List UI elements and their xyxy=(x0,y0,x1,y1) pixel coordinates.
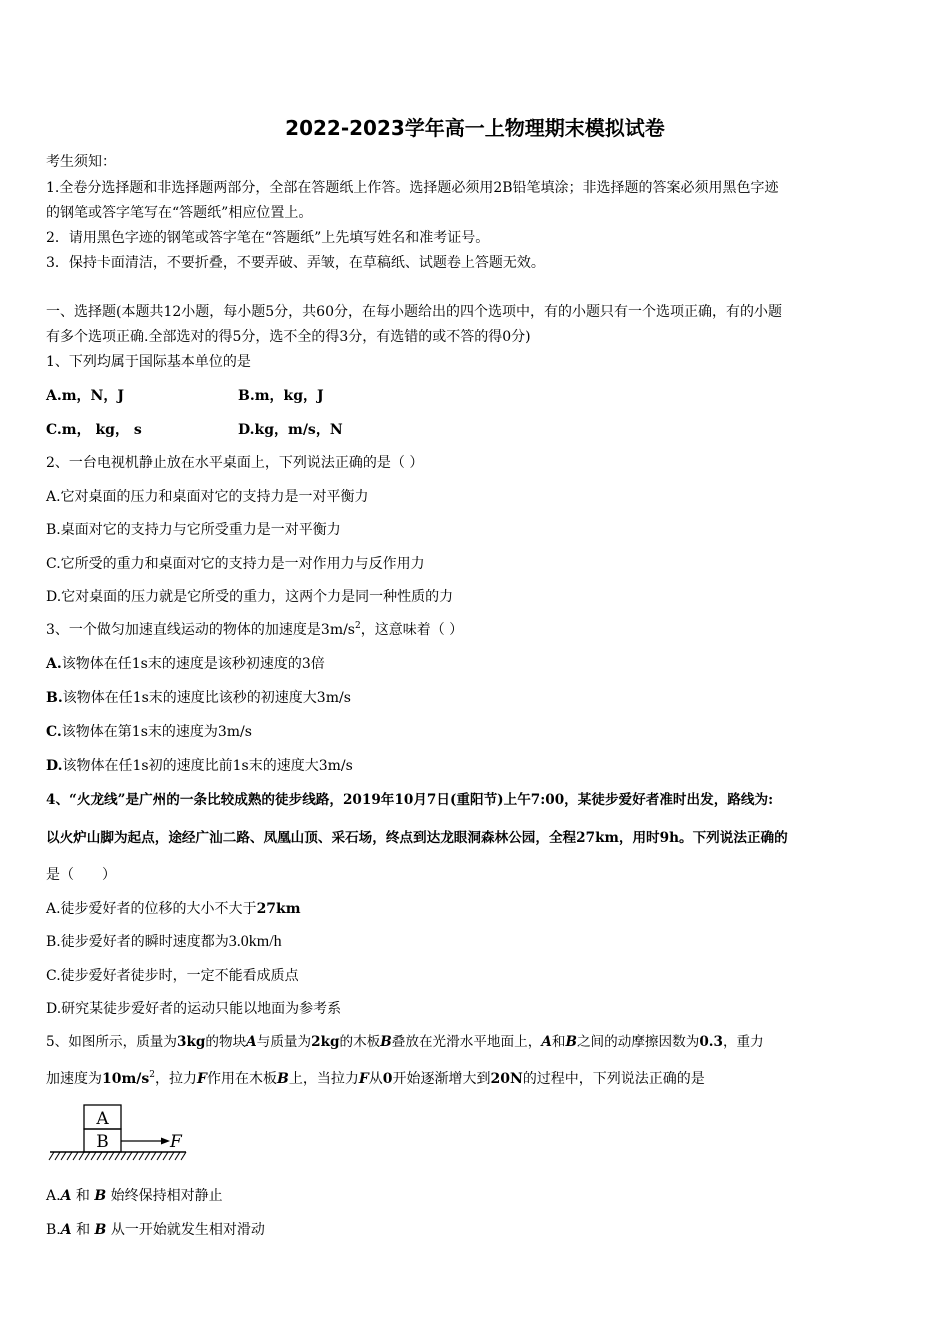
q3-option-b xyxy=(46,688,351,708)
q3-option-a-label: A. xyxy=(46,656,62,672)
q5-text: 从 xyxy=(368,1071,383,1087)
q5-var-a: A xyxy=(60,1222,72,1238)
section-header-line-2: 有多个选项正确.全部选对的得5分，选不全的得3分，有选错的或不答的得0分) xyxy=(46,329,531,345)
q3-stem-tail: ，这意味着（ ） xyxy=(360,622,464,638)
q5-var-a: A xyxy=(541,1034,552,1050)
q5-option-b-label: B. xyxy=(46,1222,61,1238)
q3-option-a-text: 该物体在任1s末的速度是该秒初速度的3倍 xyxy=(61,656,325,672)
section-header-line-1: 一、选择题(本题共12小题，每小题5分，共60分，在每小题给出的四个选项中，有的小题只有一个选项正确，有的小题 xyxy=(46,304,782,320)
block-a-label: A xyxy=(96,1109,109,1129)
q5-gravity-exponent: 2 xyxy=(149,1070,156,1080)
notice-item-3: 3．保持卡面清洁，不要折叠，不要弄破、弄皱，在草稿纸、试题卷上答题无效。 xyxy=(46,255,545,271)
q5-text: 之间的动摩擦因数为 xyxy=(576,1034,700,1050)
q3-stem-text: 3、一个做匀加速直线运动的物体的加速度是3m/s xyxy=(46,622,355,638)
q2-stem: 2、一台电视机静止放在水平桌面上，下列说法正确的是（ ） xyxy=(46,455,424,471)
q1-option-c: C.m， kg， s xyxy=(46,422,142,438)
q4-option-a xyxy=(46,899,301,919)
notice-item-2: 2．请用黑色字迹的钢笔或答字笔在“答题纸”上先填写姓名和准考证号。 xyxy=(46,230,490,246)
q3-option-d-text: 该物体在任1s初的速度比前1s末的速度大3m/s xyxy=(62,758,353,774)
q3-option-a xyxy=(46,654,325,674)
q5-var-f: F xyxy=(358,1071,369,1087)
q4-option-a-text: A.徒步爱好者的位移的大小不大于 xyxy=(46,901,257,917)
q5-mass-b: 2kg xyxy=(311,1034,340,1050)
q2-option-c: C.它所受的重力和桌面对它的支持力是一对作用力与反作用力 xyxy=(46,556,425,572)
q3-option-d-label: D. xyxy=(46,758,63,774)
q5-mass-a: 3kg xyxy=(177,1034,206,1050)
page-title: 2022-2023学年高一上物理期末模拟试卷 xyxy=(285,116,665,140)
q4-stem-line-2: 以火炉山脚为起点，途经广汕二路、凤凰山顶、采石场，终点到达龙眼洞森林公园，全程27km，用时9h。下列说法正确的 xyxy=(46,830,788,846)
q5-figure xyxy=(46,1100,191,1166)
q5-option-a-text: 始终保持相对静止 xyxy=(110,1188,223,1204)
q4-option-d: D.研究某徒步爱好者的运动只能以地面为参考系 xyxy=(46,1001,342,1017)
q5-text: 开始逐渐增大到 xyxy=(392,1071,491,1087)
ground-hatching xyxy=(49,1152,186,1160)
q3-option-b-text: 该物体在任1s末的速度比该秒的初速度大3m/s xyxy=(62,690,351,706)
notice-heading: 考生须知： xyxy=(46,154,116,170)
q5-text: 与质量为 xyxy=(256,1034,312,1050)
q5-text: 作用在木板 xyxy=(206,1071,277,1087)
q2-option-b: B.桌面对它的支持力与它所受重力是一对平衡力 xyxy=(46,522,341,538)
q2-option-d: D.它对桌面的压力就是它所受的重力，这两个力是同一种性质的力 xyxy=(46,589,454,605)
q3-option-c-label: C. xyxy=(46,724,62,740)
q1-stem: 1、下列均属于国际基本单位的是 xyxy=(46,354,251,370)
q5-text: 上，当拉力 xyxy=(288,1071,359,1087)
q3-option-c xyxy=(46,722,252,742)
q5-var-b: B xyxy=(565,1034,577,1050)
q3-option-c-text: 该物体在第1s末的速度为3m/s xyxy=(61,724,252,740)
q4-option-a-value: 27km xyxy=(256,901,301,917)
q3-option-b-label: B. xyxy=(46,690,63,706)
q5-var-f: F xyxy=(197,1071,207,1087)
q5-text: 加速度为 xyxy=(46,1071,102,1087)
q4-option-b-value: 3.0km/h xyxy=(228,933,282,950)
q5-text: 的物块 xyxy=(205,1034,247,1050)
q3-stem-exponent: 2 xyxy=(355,621,361,631)
q5-var-a: A xyxy=(60,1188,72,1204)
q5-option-b xyxy=(46,1220,265,1240)
q5-friction-coefficient: 0.3 xyxy=(699,1034,723,1050)
q4-option-c: C.徒步爱好者徒步时，一定不能看成质点 xyxy=(46,968,299,984)
q4-option-b-text: B.徒步爱好者的瞬时速度都为 xyxy=(46,934,229,950)
q5-gravity: 10m/s xyxy=(102,1071,150,1087)
q4-option-b xyxy=(46,932,282,952)
q5-option-b-text: 从一开始就发生相对滑动 xyxy=(110,1222,265,1238)
q5-text: 叠放在光滑水平地面上， xyxy=(391,1034,542,1050)
q3-stem xyxy=(46,620,463,640)
q5-option-a xyxy=(46,1186,223,1206)
notice-item-1-line-2: 的钢笔或答字笔写在“答题纸”相应位置上。 xyxy=(46,205,313,221)
q5-option-a-label: A. xyxy=(46,1188,61,1204)
q5-text: 和 xyxy=(75,1188,90,1204)
q4-stem-line-3: 是（ ） xyxy=(46,867,116,883)
q5-var-b: B xyxy=(380,1034,392,1050)
force-arrow-head xyxy=(161,1138,170,1145)
block-b-label: B xyxy=(96,1132,109,1152)
q5-text: ，拉力 xyxy=(155,1071,198,1087)
q5-stem-line-2 xyxy=(46,1069,705,1089)
q5-text: 和 xyxy=(551,1034,566,1050)
q5-text: 的过程中，下列说法正确的是 xyxy=(522,1071,705,1087)
q5-var-b: B xyxy=(94,1222,107,1238)
q1-option-b: B.m，kg，J xyxy=(238,388,324,404)
q2-option-a: A.它对桌面的压力和桌面对它的支持力是一对平衡力 xyxy=(46,489,369,505)
q3-option-d xyxy=(46,756,353,776)
q4-stem-line-1: 4、“火龙线”是广州的一条比较成熟的徒步线路，2019年10月7日(重阳节)上午7:00，某徒步爱好者准时出发，路线为: xyxy=(46,792,774,808)
notice-item-1-line-1: 1.全卷分选择题和非选择题两部分，全部在答题纸上作答。选择题必须用2B铅笔填涂；非选择题的答案必须用黑色字迹 xyxy=(46,180,779,196)
q5-var-b: B xyxy=(276,1071,289,1087)
q1-option-a: A.m，N，J xyxy=(46,388,124,404)
q5-text: 和 xyxy=(76,1222,91,1238)
q5-var-b: B xyxy=(94,1188,107,1204)
q1-option-d: D.kg，m/s，N xyxy=(238,422,343,438)
q5-text: 5、如图所示，质量为 xyxy=(46,1034,177,1050)
q5-text: 的木板 xyxy=(339,1034,381,1050)
q5-stem-line-1 xyxy=(46,1032,764,1052)
q5-force-start: 0 xyxy=(382,1071,393,1087)
force-label: F xyxy=(170,1132,182,1152)
q5-var-a: A xyxy=(246,1034,257,1050)
q5-force-end: 20N xyxy=(490,1071,523,1087)
q5-text: ，重力 xyxy=(722,1034,764,1050)
